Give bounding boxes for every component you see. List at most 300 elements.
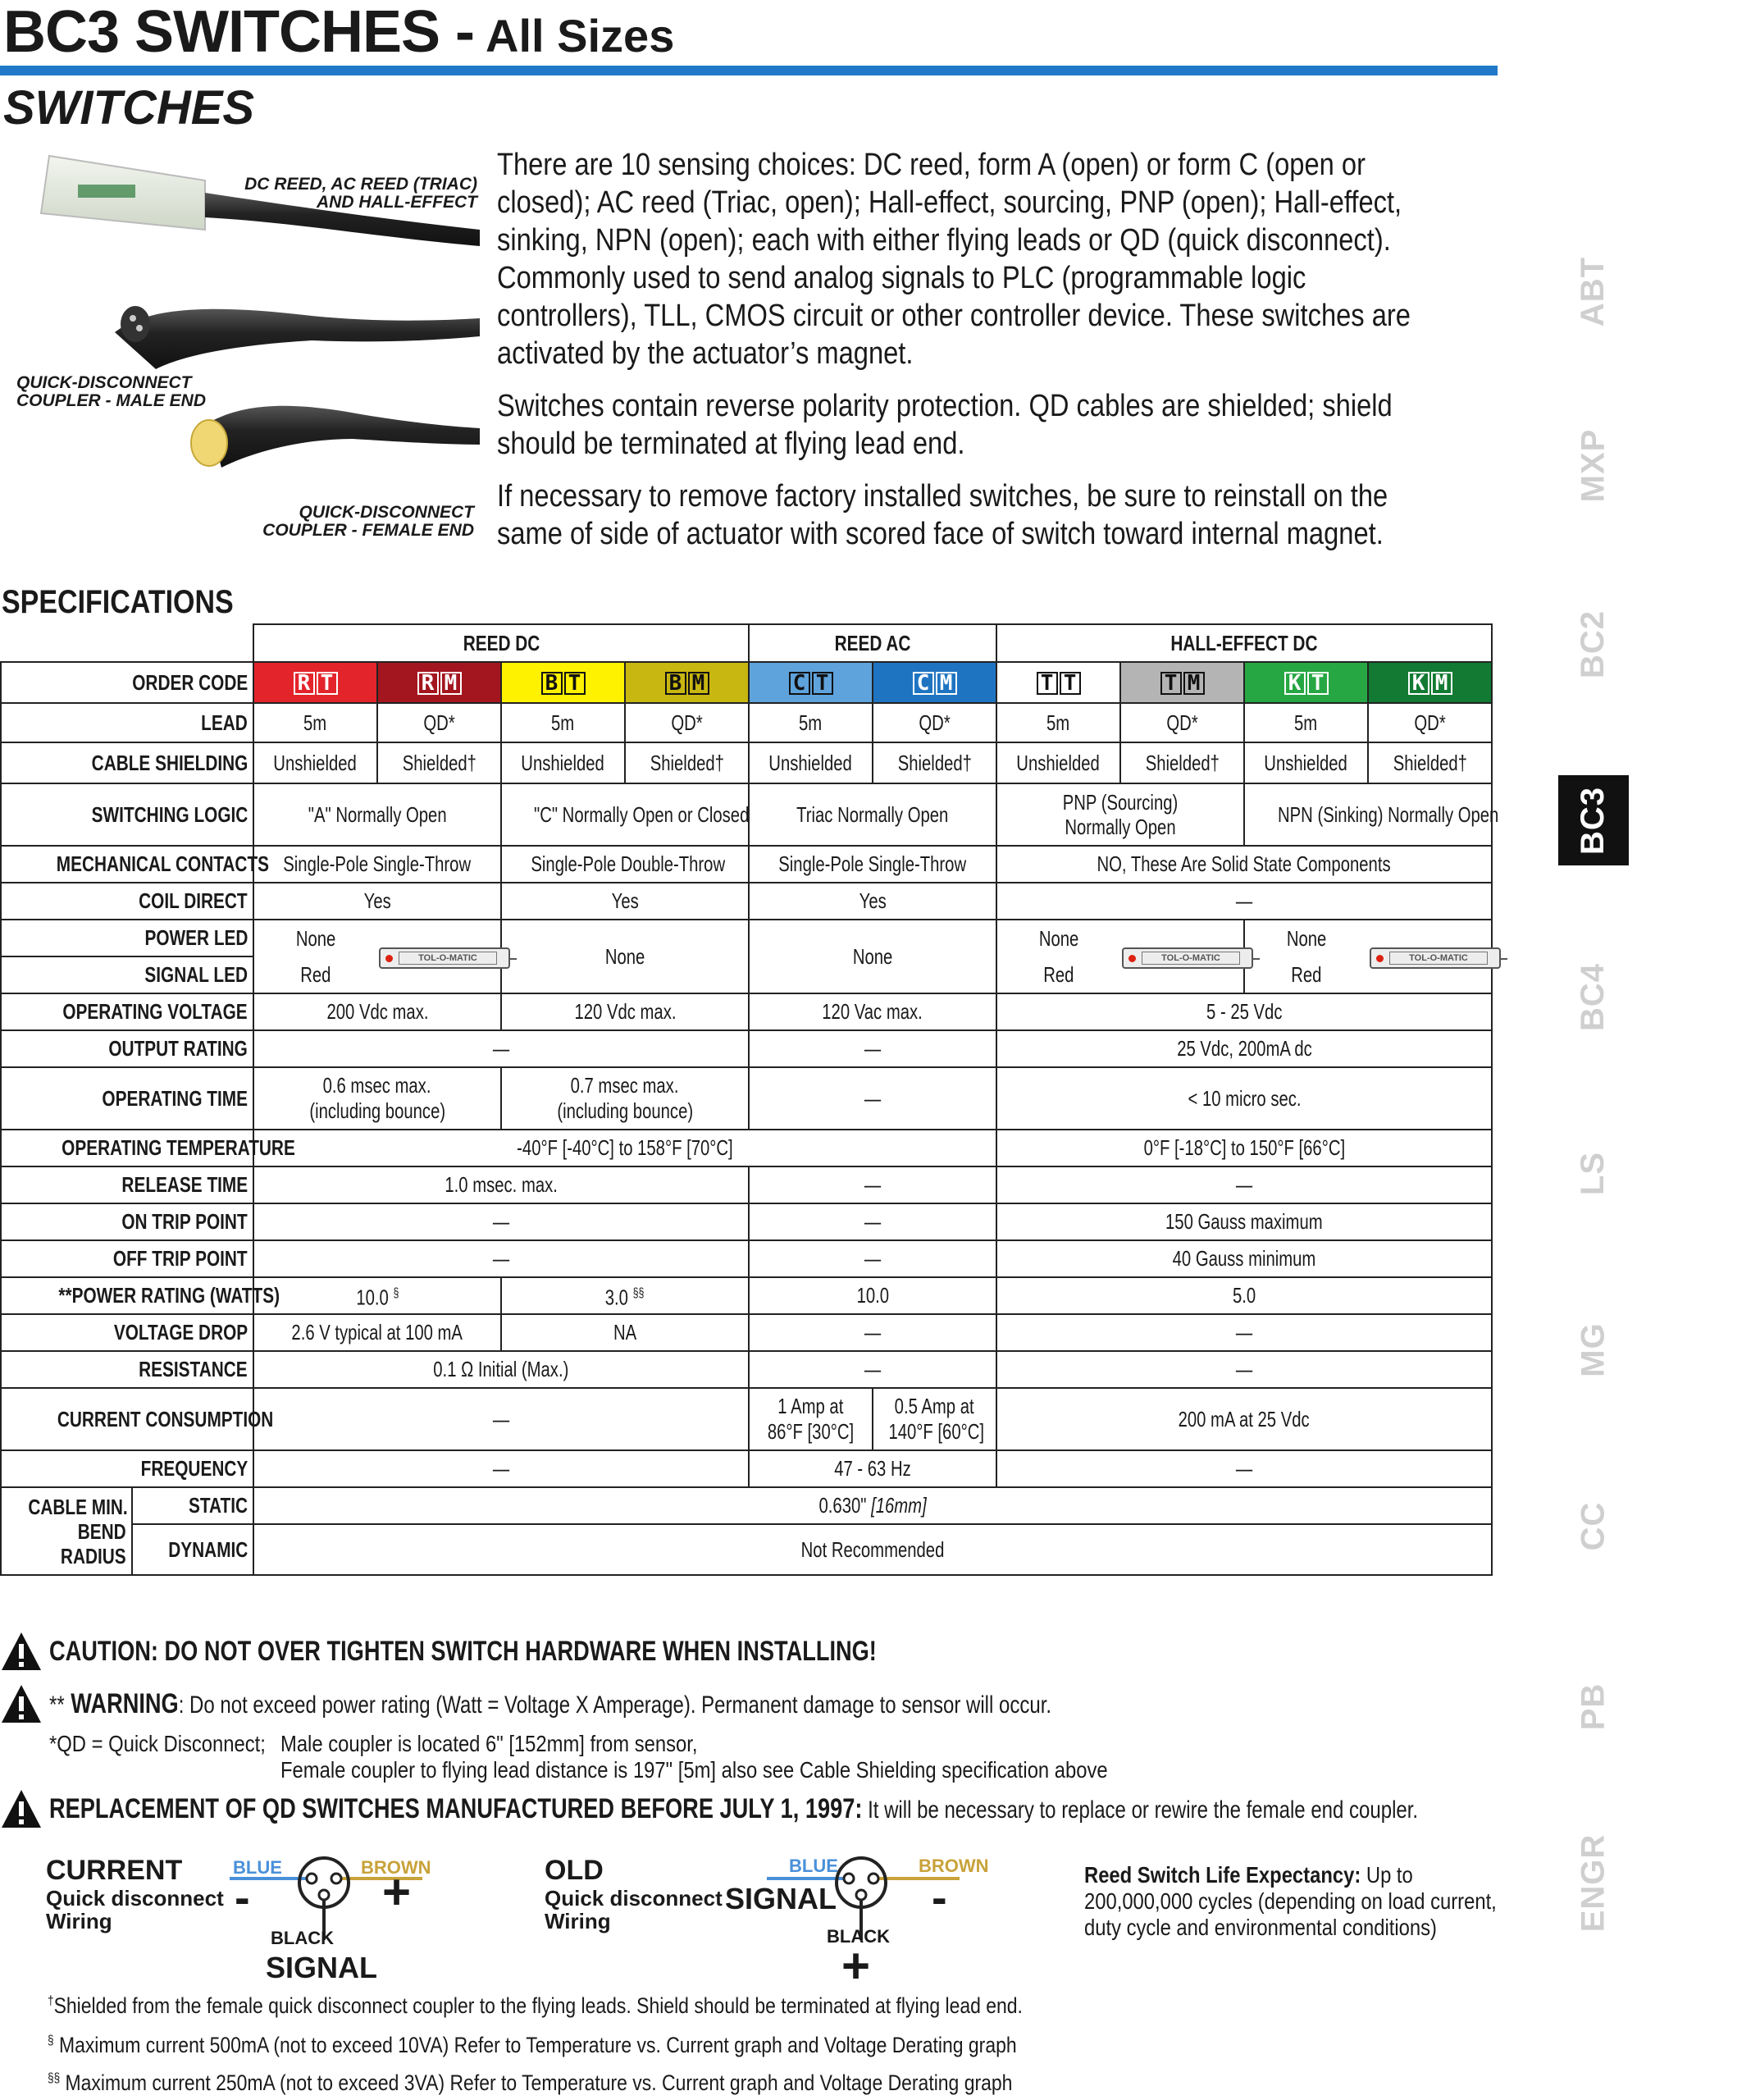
label-off-trip-point — [1, 1240, 253, 1277]
cell — [625, 742, 749, 783]
label-switching-logic — [1, 783, 253, 846]
tab-mxp-label: MXP — [1575, 428, 1612, 502]
table-row — [1, 1314, 1492, 1351]
label-on-trip-point-text: ON TRIP POINT — [121, 1209, 248, 1234]
intro-p3: If necessary to remove factory installed switches, be sure to reinstall on the same of side of actuator with scored face of switch toward internal magnet. — [497, 479, 1388, 551]
switch-photo — [0, 139, 484, 550]
cell — [1244, 920, 1368, 956]
cell — [253, 742, 377, 783]
replacement-bold: REPLACEMENT OF QD SWITCHES MANUFACTURED BEFORE JULY 1, 1997: — [49, 1792, 863, 1824]
cell — [996, 1351, 1492, 1388]
table-row — [1, 742, 1492, 783]
cell — [1244, 783, 1499, 846]
cell — [253, 1166, 749, 1203]
table-row — [1, 1388, 1492, 1450]
label-operating-temperature — [1, 1130, 295, 1166]
label-frequency-text: FREQUENCY — [140, 1456, 248, 1481]
intro-p1: There are 10 sensing choices: DC reed, form A (open) or form C (open or closed); AC reed (Triac, open); Hall-effect, sourcing, PNP (open); Hall-effect, sinking, NPN (open); each with either flying leads or QD (quick disconnect). Commonly used to send analog signals to PLC (programmable logic controllers), TLL, CMOS circuit or other controller device. These switches are activated by the actuator’s magnet. — [497, 148, 1411, 371]
photo-label-male — [16, 374, 206, 410]
pin-icon — [869, 1874, 878, 1883]
warning-notice — [0, 1683, 1302, 1724]
cell — [253, 1203, 749, 1240]
label-frequency — [1, 1450, 253, 1487]
order-code-letter: K — [1284, 672, 1306, 695]
cell-value: Single-Pole Single-Throw — [778, 851, 967, 876]
cell — [501, 703, 625, 742]
label-output-rating — [1, 1030, 253, 1067]
group-hall-effect-dc — [996, 624, 1492, 662]
cell-value: — — [1235, 888, 1253, 913]
cell — [253, 1524, 1492, 1575]
cell-value: None — [1038, 925, 1079, 951]
qd-note-label: *QD = Quick Disconnect; — [49, 1731, 266, 1756]
led-brand: TOL-O-MATIC — [399, 952, 497, 965]
warning-body: : Do not exceed power rating (Watt = Voltage X Amperage). Permanent damage to sensor will occur. — [178, 1691, 1052, 1719]
cell-value: Single-Pole Single-Throw — [283, 851, 472, 876]
table-row — [1, 1487, 1492, 1524]
cell — [749, 846, 996, 883]
cell — [253, 956, 377, 993]
warning-text — [49, 1688, 1051, 1720]
tab-bc3[interactable] — [1558, 775, 1629, 865]
label-signal-led — [1, 956, 253, 993]
order-code-letter: T — [1037, 672, 1058, 695]
label-lead — [1, 703, 253, 742]
cell — [253, 1277, 501, 1314]
label-current-consumption-text: CURRENT CONSUMPTION — [57, 1406, 274, 1431]
order-code-letter: T — [812, 672, 833, 695]
replacement-body: It will be necessary to replace or rewire the female end coupler. — [862, 1796, 1419, 1824]
table-row — [1, 1240, 1492, 1277]
photo-label-male-line2: COUPLER - MALE END — [16, 391, 206, 410]
section-title: SWITCHES — [3, 81, 255, 135]
cell — [749, 1314, 996, 1351]
cell — [1244, 742, 1368, 783]
order-code — [1037, 672, 1081, 695]
cell — [996, 846, 1492, 883]
cell — [749, 883, 996, 920]
photo-label-dc-reed-line2: AND HALL-EFFECT — [317, 193, 477, 212]
reed-life-text — [1084, 1862, 1512, 1941]
cell-value: 40 Gauss minimum — [1172, 1246, 1316, 1271]
pin-icon — [319, 1890, 329, 1900]
cell — [253, 920, 377, 956]
red-led-icon — [1376, 955, 1384, 962]
cell — [873, 703, 996, 742]
cell — [625, 703, 749, 742]
cell — [501, 1314, 749, 1351]
cell-value: NO, These Are Solid State Components — [1097, 851, 1392, 876]
cell-value: — — [1235, 1357, 1253, 1381]
cell-value: 200 mA at 25 Vdc — [1178, 1406, 1311, 1431]
label-voltage-drop — [1, 1314, 253, 1351]
tab-bc3-label: BC3 — [1575, 786, 1612, 855]
order-code-letter: M — [1183, 672, 1205, 695]
cell-value: — — [1235, 1172, 1253, 1197]
cell-value: 0.6 msec max. — [323, 1073, 431, 1098]
cell-value: 0°F [-18°C] to 150°F [66°C] — [1143, 1135, 1345, 1160]
order-code-letter: M — [936, 672, 957, 695]
signal-label: SIGNAL — [266, 1951, 378, 1984]
label-power-led-text: POWER LED — [144, 925, 248, 950]
label-power-rating — [1, 1277, 280, 1314]
cell-value: 0.5 Amp at — [895, 1394, 974, 1418]
cell — [749, 1277, 996, 1314]
label-order-code-text: ORDER CODE — [132, 669, 248, 695]
power-rating-value: 3.0 — [605, 1285, 629, 1310]
cell-value: Single-Pole Double-Throw — [531, 851, 726, 876]
intro-paragraph — [497, 146, 1440, 372]
page-title — [3, 0, 675, 65]
footnote-text: Maximum current 250mA (not to exceed 3VA) Refer to Temperature vs. Current graph and Voltage Derating graph — [60, 2070, 1013, 2095]
label-voltage-drop-text: VOLTAGE DROP — [113, 1320, 248, 1344]
cell-value: 5 - 25 Vdc — [1206, 999, 1283, 1024]
tab-ls[interactable] — [1558, 1128, 1629, 1218]
label-mechanical-contacts — [1, 846, 270, 883]
black-label: BLACK — [271, 1928, 334, 1948]
cell-value: "A" Normally Open — [308, 801, 447, 827]
order-code-letter: C — [789, 672, 810, 695]
cell-value: — — [864, 1085, 882, 1111]
cell — [501, 1067, 749, 1130]
table-row — [1, 1030, 1492, 1067]
photo-label-female — [262, 504, 474, 540]
cell — [873, 1388, 996, 1450]
group-reed-dc-label: REED DC — [463, 630, 540, 655]
cell-value: Red — [1291, 961, 1322, 987]
cell-value: Yes — [611, 888, 639, 913]
label-bend-text: BEND — [78, 1518, 126, 1544]
cell — [996, 783, 1244, 846]
cell — [501, 993, 749, 1030]
replacement-text — [49, 1793, 1418, 1825]
label-resistance-text: RESISTANCE — [139, 1357, 248, 1381]
cell — [996, 1030, 1492, 1067]
label-mechanical-contacts-text: MECHANICAL CONTACTS — [56, 851, 270, 876]
footnote-500ma — [48, 2033, 1017, 2058]
signal-label: SIGNAL — [725, 1882, 837, 1915]
cell-value: -40°F [-40°C] to 158°F [70°C] — [517, 1135, 733, 1160]
brown-label: BROWN — [919, 1856, 989, 1876]
cell — [1120, 742, 1244, 783]
cell — [253, 1067, 501, 1130]
order-code — [417, 672, 462, 695]
cell — [749, 1067, 996, 1130]
tab-mg-label: MG — [1575, 1322, 1612, 1377]
tab-bc4[interactable] — [1558, 952, 1629, 1042]
footnote-mark: §§ — [48, 2071, 61, 2085]
led-cell — [1120, 920, 1244, 993]
black-label: BLACK — [827, 1926, 890, 1947]
tab-pb[interactable] — [1558, 1661, 1629, 1751]
cell — [749, 993, 996, 1030]
power-rating-value: 10.0 — [355, 1285, 389, 1310]
cell — [253, 883, 501, 920]
cell — [996, 1314, 1492, 1351]
cell — [253, 1450, 749, 1487]
minus-icon: - — [932, 1871, 947, 1923]
cell — [1244, 703, 1368, 742]
tab-abt[interactable] — [1558, 246, 1629, 336]
cell — [501, 742, 625, 783]
table-row — [1, 783, 1492, 846]
table-row — [1, 1450, 1492, 1487]
cell-value: None — [604, 943, 645, 969]
specifications-title-text: SPECIFICATIONS — [2, 584, 234, 620]
cell — [996, 1277, 1492, 1314]
cell-value: — — [864, 1320, 882, 1344]
cell — [996, 1450, 1492, 1487]
plus-icon: + — [841, 1938, 871, 1993]
old-wiring-title: OLD — [545, 1855, 604, 1886]
label-off-trip-point-text: OFF TRIP POINT — [113, 1246, 248, 1271]
cell-value: Shielded† — [1145, 750, 1220, 775]
order-code-letter: M — [688, 672, 709, 695]
photo-label-male-line1: QUICK-DISCONNECT — [16, 373, 192, 392]
tab-pb-label: PB — [1575, 1682, 1612, 1730]
order-code-cell — [873, 662, 996, 703]
label-signal-led-text: SIGNAL LED — [144, 962, 248, 987]
cell — [1244, 956, 1368, 993]
cell — [749, 703, 873, 742]
cell — [996, 920, 1120, 956]
cell — [253, 1487, 1492, 1524]
title-sub: All Sizes — [486, 10, 675, 62]
label-radius-text: RADIUS — [61, 1543, 126, 1568]
intro-paragraph — [497, 477, 1440, 553]
label-coil-direct-text: COIL DIRECT — [139, 888, 248, 913]
reed-life-body: Up to 200,000,000 cycles (depending on load current, duty cycle and environmental conditions) — [1084, 1862, 1497, 1940]
cell — [996, 1130, 1492, 1166]
order-code — [1160, 672, 1205, 695]
cell — [749, 920, 996, 993]
cell-value: — — [864, 1246, 882, 1271]
label-power-led — [1, 920, 253, 956]
blue-label: BLUE — [233, 1857, 282, 1878]
cell-value: 200 Vdc max. — [326, 999, 428, 1024]
cell-value: Unshielded — [1264, 750, 1348, 775]
cell-value: Yes — [363, 888, 391, 913]
cell-value: 5.0 — [1232, 1283, 1256, 1308]
table-row — [1, 1130, 1492, 1166]
footnote-mark: § — [393, 1285, 399, 1300]
order-code-cell — [253, 662, 377, 703]
order-code — [665, 672, 709, 695]
footnote-250ma — [48, 2070, 1012, 2096]
cell-value: — — [864, 1357, 882, 1381]
warning-triangle-icon — [0, 1788, 43, 1829]
cell — [253, 783, 501, 846]
cell-value: 140°F [60°C] — [888, 1419, 985, 1444]
cell-value: Yes — [859, 888, 887, 913]
tab-cc[interactable] — [1558, 1481, 1629, 1571]
order-code-letter: B — [665, 672, 686, 695]
label-operating-time-text: OPERATING TIME — [102, 1085, 248, 1111]
cell-value: — — [864, 1172, 882, 1197]
tab-bc2-label: BC2 — [1575, 609, 1612, 678]
order-code-letter: T — [1160, 672, 1182, 695]
tab-bc2[interactable] — [1558, 599, 1629, 689]
pin-icon — [307, 1874, 317, 1883]
cell — [996, 703, 1120, 742]
cell-value: — — [1235, 1456, 1253, 1481]
reed-life-expectancy — [1084, 1862, 1511, 1941]
order-code — [913, 672, 957, 695]
order-code-cell — [501, 662, 625, 703]
table-row — [1, 846, 1492, 883]
cell — [749, 1030, 996, 1067]
cell-value: — — [864, 1209, 882, 1234]
static-value: 0.630" — [818, 1493, 867, 1518]
cell-value: QD* — [919, 710, 951, 735]
cell-value: 150 Gauss maximum — [1165, 1209, 1323, 1234]
tab-mxp[interactable] — [1558, 420, 1629, 510]
cell — [253, 1314, 501, 1351]
qd-note-line1: Male coupler is located 6" [152mm] from sensor, — [280, 1731, 698, 1756]
cell-value: "C" Normally Open or Closed — [533, 801, 750, 827]
cell-value: None — [852, 943, 893, 969]
cell-value: 5m — [1294, 710, 1318, 735]
cell-value: QD* — [423, 710, 455, 735]
cell — [501, 883, 749, 920]
cell-value: — — [492, 1209, 510, 1234]
static-mm: [16mm] — [871, 1493, 927, 1518]
cell-value: 10.0 — [856, 1283, 889, 1308]
order-code-cell — [996, 662, 1120, 703]
cell-value: Red — [300, 961, 331, 987]
cell-value: QD* — [1414, 710, 1446, 735]
pin-icon — [331, 1874, 341, 1883]
warning-triangle-icon — [0, 1631, 43, 1672]
order-code-cell — [377, 662, 501, 703]
qd-note-line2: Female coupler to flying lead distance is 197" [5m] also see Cable Shielding specification above — [280, 1757, 1108, 1783]
title-main: BC3 SWITCHES - — [3, 0, 475, 65]
specifications-title — [2, 584, 275, 621]
table-row — [1, 993, 1492, 1030]
cell — [501, 846, 749, 883]
cell-value: Red — [1043, 961, 1074, 987]
replacement-notice — [0, 1788, 1760, 1829]
cell-value: 1 Amp at — [777, 1394, 844, 1418]
current-wiring-sub1: Quick disconnect — [46, 1886, 224, 1911]
order-code-letter: R — [417, 672, 439, 695]
label-release-time — [1, 1166, 253, 1203]
table-row — [1, 1067, 1492, 1130]
cell — [996, 956, 1120, 993]
order-code — [1408, 672, 1452, 695]
order-code — [789, 672, 833, 695]
cell — [749, 1240, 996, 1277]
label-current-consumption — [1, 1388, 274, 1450]
order-code-letter: T — [1307, 672, 1329, 695]
order-code — [1284, 672, 1329, 695]
cell-value: Not Recommended — [800, 1536, 945, 1562]
order-code-cell — [749, 662, 873, 703]
caution-notice — [0, 1631, 1083, 1672]
cell-value: QD* — [671, 710, 703, 735]
cell — [996, 1067, 1492, 1130]
cell — [996, 883, 1492, 920]
cell-value: — — [492, 1456, 510, 1481]
group-reed-ac-label: REED AC — [834, 630, 911, 655]
cell — [749, 1388, 873, 1450]
tab-engr[interactable] — [1558, 1833, 1629, 1932]
cell — [253, 1130, 996, 1166]
cell-value: NA — [613, 1320, 637, 1344]
red-led-icon — [385, 955, 393, 962]
cell — [749, 1166, 996, 1203]
cell — [253, 993, 501, 1030]
specifications-table — [0, 623, 1499, 1576]
footnote-shielded — [48, 1993, 1023, 2019]
cell-value: NPN (Sinking) Normally Open — [1278, 801, 1499, 827]
cell — [996, 993, 1492, 1030]
cell-value: 5m — [303, 710, 327, 735]
footnote-mark: §§ — [632, 1285, 645, 1300]
old-wiring-sub1: Quick disconnect — [545, 1886, 723, 1911]
cell-value: Shielded† — [650, 750, 724, 775]
order-code-cell — [1368, 662, 1492, 703]
order-code — [294, 672, 338, 695]
cell — [253, 1030, 749, 1067]
label-order-code — [1, 662, 253, 703]
order-code-letter: K — [1408, 672, 1429, 695]
label-dynamic — [132, 1524, 253, 1575]
cell — [377, 742, 501, 783]
reed-life-bold: Reed Switch Life Expectancy: — [1084, 1862, 1361, 1888]
cell — [1368, 742, 1492, 783]
footnote-mark: § — [48, 2034, 54, 2048]
group-hall-effect-dc-label: HALL-EFFECT DC — [1170, 630, 1318, 655]
label-switching-logic-text: SWITCHING LOGIC — [91, 801, 248, 827]
current-wiring-title: CURRENT — [46, 1855, 183, 1886]
table-row — [1, 662, 1492, 703]
tab-mg[interactable] — [1558, 1304, 1629, 1395]
cell-value: Triac Normally Open — [796, 801, 949, 827]
order-code-letter: C — [913, 672, 934, 695]
order-code-letter: M — [440, 672, 462, 695]
cell-value: (including bounce) — [557, 1098, 693, 1123]
label-cable-min-text: CABLE MIN. — [28, 1494, 128, 1519]
led-cell — [377, 920, 501, 993]
cell — [1368, 703, 1492, 742]
table-row — [1, 1166, 1492, 1203]
cell — [873, 742, 996, 783]
footnote-text: Maximum current 500mA (not to exceed 10VA) Refer to Temperature vs. Current graph and Voltage Derating graph — [53, 2033, 1017, 2057]
cell-value: — — [864, 1036, 882, 1061]
title-rule — [0, 66, 1498, 75]
table-row — [1, 920, 1492, 956]
order-code — [541, 672, 586, 695]
cell — [501, 920, 749, 993]
intro-p2: Switches contain reverse polarity protection. QD cables are shielded; shield should be terminated at flying lead end. — [497, 389, 1393, 461]
order-code-letter: B — [541, 672, 563, 695]
cell-value: — — [1235, 1320, 1253, 1344]
cell — [253, 1351, 749, 1388]
led-brand: TOL-O-MATIC — [1142, 952, 1240, 965]
warning-triangle-icon — [0, 1683, 43, 1724]
cell — [377, 703, 501, 742]
cell-value: — — [492, 1406, 510, 1431]
header-blank — [1, 624, 253, 662]
cell-value: < 10 micro sec. — [1188, 1085, 1302, 1111]
cell — [749, 783, 996, 846]
group-reed-ac — [749, 624, 996, 662]
cell-value: 25 Vdc, 200mA dc — [1176, 1036, 1312, 1061]
cell — [749, 742, 873, 783]
cell-value: 1.0 msec. max. — [445, 1172, 558, 1197]
table-row — [1, 1203, 1492, 1240]
